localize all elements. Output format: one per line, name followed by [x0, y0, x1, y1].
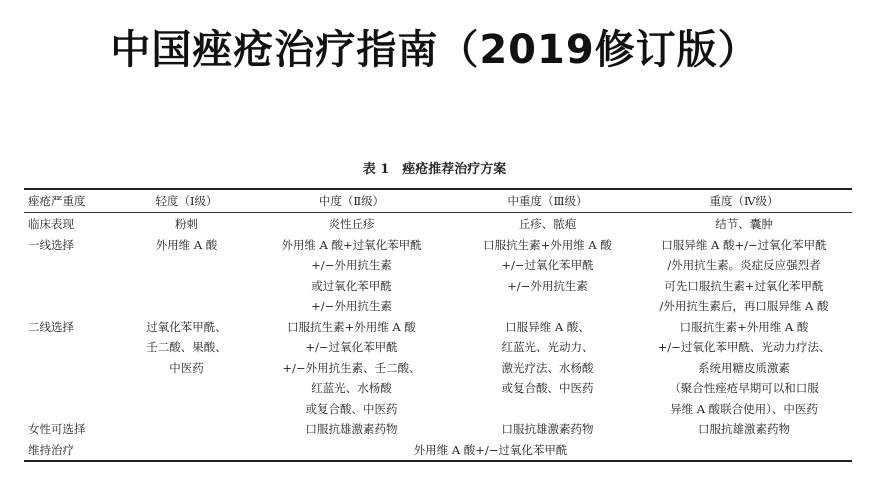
table-cell [636, 235, 852, 317]
cell-line: /外用抗生素后，再口服异维 A 酸 [659, 299, 829, 313]
table-cell [459, 235, 636, 317]
cell-line: 红蓝光、光动力、 [501, 340, 594, 354]
cell-line: 口服抗生素+外用维 A 酸 [679, 319, 809, 334]
table-row [24, 235, 852, 317]
cell-line: 红蓝光、水杨酸 [311, 381, 392, 395]
cell-line: 口服抗生素+外用维 A 酸 [483, 237, 612, 252]
table-cell [244, 235, 459, 317]
table-cell [459, 213, 636, 235]
cell-line: 丘疹、脓疱 [518, 217, 577, 231]
table-cell [244, 419, 459, 440]
cell-line: +/−过氧化苯甲酰 [501, 258, 594, 272]
cell-line: 口服抗雄激素药物 [501, 422, 594, 436]
table-cell [459, 317, 636, 420]
cell-line: 口服抗雄激素药物 [305, 422, 398, 436]
table-cell [129, 235, 244, 317]
cell-line: 或过氧化苯甲酰 [311, 278, 392, 293]
cell-line: 系统用糖皮质激素 [698, 360, 790, 375]
table-cell [636, 317, 852, 420]
header-moderate-severe: 中重度（Ⅲ级） [507, 194, 588, 208]
table-cell [244, 317, 459, 420]
cell-line: 异维 A 酸联合使用）、中医药 [670, 401, 818, 416]
cell-line: 口服抗生素+外用维 A 酸 [287, 319, 416, 334]
table-cell [636, 419, 852, 440]
table-cell [636, 213, 852, 235]
table-body [24, 213, 852, 462]
row-label-maintenance: 维持治疗 [28, 442, 74, 457]
header-severe: 重度（Ⅳ级） [709, 194, 779, 208]
cell-line: 口服抗雄激素药物 [698, 422, 790, 436]
cell-line: +/−外用抗生素、壬二酸、 [282, 360, 421, 375]
row-label-clinical: 临床表现 [28, 217, 74, 231]
table-cell [129, 213, 244, 235]
cell-line: 炎性丘疹 [328, 217, 375, 231]
table-cell [129, 317, 244, 420]
cell-line: 结节、囊肿 [715, 217, 773, 231]
cell-line: 过氧化苯甲酰、 [146, 319, 227, 334]
table-row [24, 440, 852, 462]
cell-line: +/−外用抗生素 [311, 299, 392, 313]
slide-title: 中国痤疮治疗指南（2019修订版） [110, 27, 759, 73]
cell-line: 口服异维 A 酸+/−过氧化苯甲酰 [661, 237, 827, 252]
table-cell [244, 213, 459, 235]
cell-line: +/−过氧化苯甲酰、光动力疗法、 [657, 340, 831, 354]
cell-line: 激光疗法、水杨酸 [501, 360, 594, 375]
cell-line: 外用维 A 酸+过氧化苯甲酰 [281, 237, 422, 252]
table-row [24, 419, 852, 440]
cell-line: 外用维 A 酸 [155, 237, 218, 252]
table-cell [129, 419, 244, 440]
cell-line: +/−过氧化苯甲酰 [305, 340, 398, 354]
table-row [24, 317, 852, 420]
header-severity: 痤疮严重度 [28, 194, 86, 208]
table-caption: 表 1 痤疮推荐治疗方案 [362, 162, 507, 177]
table-row [24, 213, 852, 235]
cell-line: 或复合酸、中医药 [501, 381, 594, 395]
cell-line: 或复合酸、中医药 [305, 401, 398, 416]
cell-line: +/−外用抗生素 [311, 258, 392, 272]
table-cell: 外用维 A 酸+/−过氧化苯甲酰 [413, 442, 568, 457]
treatment-table [24, 188, 852, 462]
header-mild: 轻度（Ⅰ级） [155, 194, 218, 208]
cell-line: 中医药 [169, 360, 204, 375]
cell-line: （聚合性痤疮早期可以和口服 [669, 381, 819, 395]
header-moderate: 中度（Ⅱ级） [318, 194, 385, 208]
header-row [24, 189, 852, 213]
treatment-table-container [24, 188, 852, 462]
cell-line: 粉刺 [175, 217, 198, 231]
table-cell [459, 419, 636, 440]
row-label-female: 女性可选择 [28, 422, 86, 436]
cell-line: 可先口服抗生素+过氧化苯甲酰 [664, 278, 824, 293]
cell-line: /外用抗生素。炎症反应强烈者 [667, 258, 821, 272]
row-label-first-line: 一线选择 [28, 237, 74, 252]
table-header [24, 189, 852, 213]
cell-line: 口服异维 A 酸、 [505, 319, 590, 334]
cell-line: 壬二酸、果酸、 [146, 340, 227, 354]
row-label-second-line: 二线选择 [28, 319, 74, 334]
cell-line: +/−外用抗生素 [507, 278, 588, 293]
